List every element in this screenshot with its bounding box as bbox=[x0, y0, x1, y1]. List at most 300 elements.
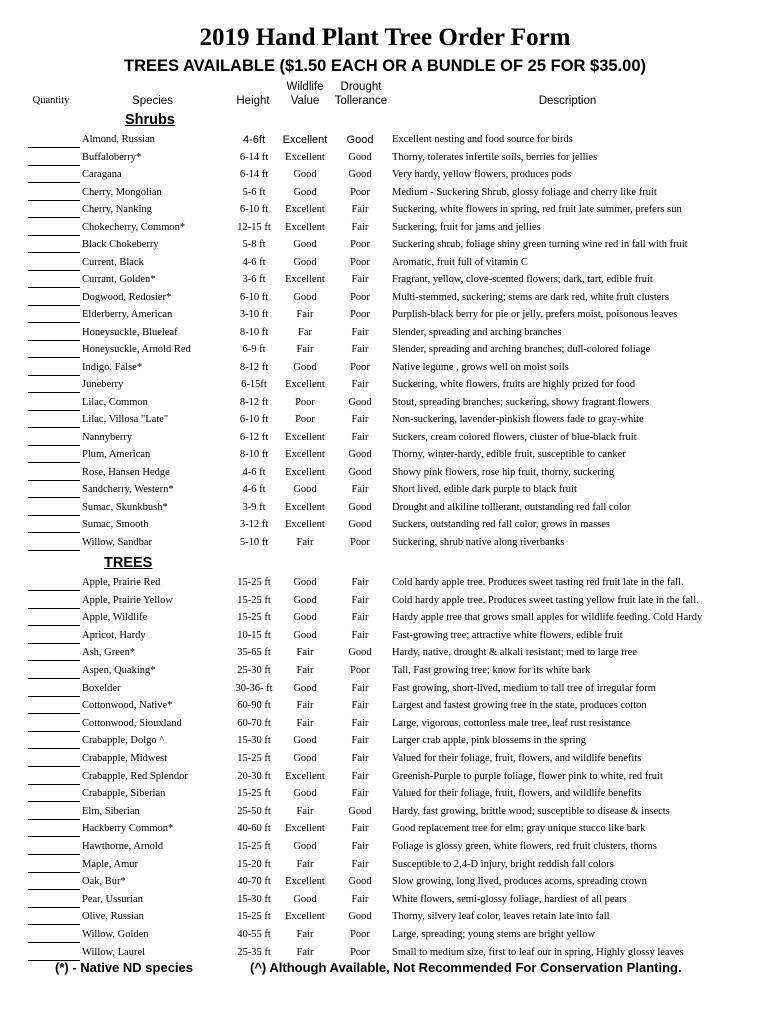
wildlife-value-cell: Excellent bbox=[285, 519, 325, 530]
native-species-note: (*) - Native ND species bbox=[55, 960, 193, 975]
height-cell: 25-35 ft bbox=[237, 946, 271, 958]
height-cell: 25-30 ft bbox=[237, 665, 271, 676]
quantity-field[interactable] bbox=[28, 894, 80, 908]
table-row bbox=[0, 577, 770, 593]
table-row bbox=[0, 771, 770, 787]
species-cell: Elderberry, American bbox=[82, 309, 173, 320]
description-cell: Hardy apple tree that grows small apples for wildlife feeding. Cold Hardy bbox=[392, 612, 703, 624]
height-cell: 40-70 ft bbox=[237, 876, 271, 888]
table-row bbox=[0, 414, 770, 430]
quantity-field[interactable] bbox=[28, 947, 80, 961]
quantity-field[interactable] bbox=[28, 432, 80, 446]
description-cell: Thorny, winter-hardy, edible fruit, susceptible to canker bbox=[392, 449, 626, 460]
table-row bbox=[0, 806, 770, 822]
quantity-field[interactable] bbox=[28, 152, 80, 166]
wildlife-value-cell: Fair bbox=[296, 665, 314, 676]
quantity-field[interactable] bbox=[28, 630, 80, 644]
height-cell: 3-9 ft bbox=[242, 501, 266, 513]
description-cell: Fragrant, yellow, clove-scented flowers; dark, tart, edible fruit bbox=[392, 274, 653, 285]
drought-tolerance-cell: Fair bbox=[351, 735, 369, 747]
wildlife-value-cell: Fair bbox=[296, 929, 314, 940]
height-cell: 35-65 ft bbox=[237, 647, 271, 659]
quantity-field[interactable] bbox=[28, 911, 80, 925]
species-cell: Plum, American bbox=[82, 449, 151, 460]
species-cell: Black Chokeberry bbox=[82, 239, 159, 250]
description-cell: Slender, spreading and arching branches; dull-colored foliage bbox=[392, 344, 651, 355]
wildlife-value-cell: Excellent bbox=[282, 134, 328, 146]
description-cell: Fast-growing tree; attractive white flowers, edible fruit bbox=[392, 629, 623, 641]
quantity-field[interactable] bbox=[28, 222, 80, 236]
species-cell: Crabapple, Red Splendor bbox=[82, 770, 188, 782]
drought-tolerance-cell: Fair bbox=[351, 344, 369, 355]
wildlife-value-cell: Fair bbox=[296, 858, 314, 870]
description-cell: Cold hardy apple tree. Produces sweet tasting red fruit late in the fall. bbox=[392, 577, 684, 588]
quantity-field[interactable] bbox=[28, 379, 80, 393]
drought-tolerance-cell: Fair bbox=[351, 717, 369, 729]
drought-tolerance-cell: Fair bbox=[351, 414, 369, 425]
height-cell: 40-55 ft bbox=[237, 929, 271, 940]
description-cell: Non-suckering, lavender-pinkish flowers fade to gray-white bbox=[392, 414, 644, 425]
wildlife-header bbox=[276, 80, 334, 108]
description-cell: Suckering, shrub native along riverbanks bbox=[392, 536, 565, 548]
height-cell: 30-36- ft bbox=[235, 682, 273, 694]
drought-tolerance-cell: Good bbox=[348, 805, 372, 817]
description-cell: Slender, spreading and arching branches bbox=[392, 326, 562, 338]
table-row bbox=[0, 841, 770, 857]
quantity-field[interactable] bbox=[28, 257, 80, 271]
drought-tolerance-cell: Fair bbox=[351, 841, 369, 852]
height-cell: 5-6 ft bbox=[242, 186, 266, 198]
quantity-field[interactable] bbox=[28, 700, 80, 714]
height-cell: 20-30 ft bbox=[237, 770, 271, 782]
height-cell: 4-6ft bbox=[242, 134, 265, 146]
height-cell: 6-14 ft bbox=[239, 169, 269, 180]
description-header: Description bbox=[538, 95, 597, 107]
description-cell: Cold hardy apple tree. Produces sweet tasting yellow fruit late in the fall. bbox=[392, 594, 699, 606]
description-cell: Excellent nesting and food source for birds bbox=[392, 134, 573, 145]
wildlife-value-cell: Good bbox=[293, 361, 317, 373]
wildlife-value-cell: Excellent bbox=[285, 449, 325, 460]
quantity-field[interactable] bbox=[28, 414, 80, 428]
table-row bbox=[0, 537, 770, 553]
quantity-field[interactable] bbox=[28, 647, 80, 661]
quantity-field[interactable] bbox=[28, 309, 80, 323]
species-cell: Elm, Siberian bbox=[82, 805, 140, 817]
drought-tolerance-cell: Poor bbox=[350, 361, 370, 373]
wildlife-value-cell: Good bbox=[293, 594, 317, 606]
table-row bbox=[0, 397, 770, 413]
description-cell: Foliage is glossy green, white flowers, red fruit clusters, thorns bbox=[392, 841, 657, 852]
conservation-caution-note: (^) Although Available, Not Recommended For Conservation Planting. bbox=[250, 960, 682, 975]
quantity-field[interactable] bbox=[28, 612, 80, 626]
species-cell: Apple, Wildlife bbox=[82, 612, 148, 624]
wildlife-value-cell: Good bbox=[293, 577, 317, 588]
quantity-field[interactable] bbox=[28, 537, 80, 551]
height-cell: 60-70 ft bbox=[237, 717, 271, 729]
height-cell: 15-20 ft bbox=[237, 858, 271, 870]
wildlife-value-cell: Good bbox=[293, 893, 317, 905]
height-cell: 5-8 ft bbox=[242, 239, 266, 250]
height-cell: 8-10 ft bbox=[239, 449, 269, 460]
table-row bbox=[0, 257, 770, 273]
drought-tolerance-cell: Fair bbox=[351, 612, 369, 624]
table-row bbox=[0, 467, 770, 483]
quantity-field[interactable] bbox=[28, 876, 80, 890]
quantity-field[interactable] bbox=[28, 595, 80, 609]
species-cell: Willow, Sandbar bbox=[82, 536, 153, 548]
height-cell: 15-30 ft bbox=[237, 893, 271, 905]
species-cell: Lilac, Common bbox=[82, 396, 148, 408]
drought-tolerance-cell: Good bbox=[346, 134, 374, 146]
wildlife-value-cell: Excellent bbox=[285, 466, 325, 478]
drought-tolerance-cell: Fair bbox=[351, 629, 369, 641]
species-cell: Honeysuckle, Arnold Red bbox=[82, 344, 191, 355]
description-cell: Larger crab apple, pink blossems in the spring bbox=[392, 735, 587, 747]
quantity-field[interactable] bbox=[28, 502, 80, 516]
species-header: Species bbox=[132, 95, 173, 107]
description-cell: Native legume , grows well on moist soils bbox=[392, 361, 569, 373]
species-cell: Ash, Green* bbox=[82, 647, 136, 659]
description-cell: Tall, Fast growing tree; know for its white bark bbox=[392, 665, 591, 676]
description-cell: Suckers, cream colored flowers, cluster of blue-black fruit bbox=[392, 431, 637, 443]
height-cell: 15-25 ft bbox=[237, 594, 271, 606]
species-cell: Willow, Laurel bbox=[82, 946, 146, 958]
drought-tolerance-cell: Fair bbox=[351, 893, 369, 905]
quantity-field[interactable] bbox=[28, 134, 80, 148]
height-cell: 6-10 ft bbox=[239, 414, 269, 425]
description-cell: Suckering shrub, foliage shiny green turning wine red in fall with fruit bbox=[392, 239, 688, 250]
wildlife-header-line2: Value bbox=[290, 95, 320, 107]
wildlife-value-cell: Fair bbox=[296, 946, 314, 958]
species-cell: Hawthorne, Arnold bbox=[82, 841, 164, 852]
quantity-field[interactable] bbox=[28, 823, 80, 837]
description-cell: Multi-stemmed, suckering; stems are dark red, white fruit clusters bbox=[392, 291, 670, 303]
wildlife-value-cell: Fair bbox=[296, 536, 314, 548]
table-row bbox=[0, 929, 770, 945]
wildlife-value-cell: Good bbox=[293, 484, 317, 495]
species-cell: Apple, Prairie Red bbox=[82, 577, 161, 588]
wildlife-value-cell: Excellent bbox=[285, 221, 325, 233]
wildlife-value-cell: Good bbox=[293, 629, 317, 641]
description-cell: Valued for their foliage, fruit, flowers, and wildlife benefits bbox=[392, 788, 642, 800]
table-row bbox=[0, 911, 770, 927]
quantity-field[interactable] bbox=[28, 841, 80, 855]
quantity-field[interactable] bbox=[28, 327, 80, 341]
quantity-field[interactable] bbox=[28, 753, 80, 767]
description-cell: Thorny, tolerates infertile soils, berries for jellies bbox=[392, 151, 598, 163]
species-cell: Dogwood, Redosier* bbox=[82, 291, 172, 303]
quantity-field[interactable] bbox=[28, 169, 80, 183]
description-cell: Thorny, silvery leaf color, leaves retain late into fall bbox=[392, 911, 610, 923]
drought-tolerance-cell: Good bbox=[348, 519, 372, 530]
height-cell: 60-90 ft bbox=[237, 700, 271, 712]
quantity-field[interactable] bbox=[28, 788, 80, 802]
table-row bbox=[0, 753, 770, 769]
quantity-field[interactable] bbox=[28, 292, 80, 306]
quantity-field[interactable] bbox=[28, 519, 80, 533]
quantity-field[interactable] bbox=[28, 362, 80, 376]
table-row bbox=[0, 647, 770, 663]
species-cell: Almond, Russian bbox=[82, 134, 155, 145]
drought-tolerance-cell: Good bbox=[348, 151, 372, 163]
species-cell: Rose, Hansen Hedge bbox=[82, 466, 170, 478]
drought-header-line2: Tollerance bbox=[334, 95, 388, 107]
table-row bbox=[0, 519, 770, 535]
page-subtitle: TREES AVAILABLE ($1.50 EACH OR A BUNDLE OF 25 FOR $35.00) bbox=[124, 57, 646, 75]
drought-tolerance-cell: Fair bbox=[351, 682, 369, 694]
table-row bbox=[0, 327, 770, 343]
drought-tolerance-cell: Good bbox=[348, 169, 372, 180]
height-cell: 6-10 ft bbox=[239, 204, 269, 215]
species-cell: Cottonwood, Siouxland bbox=[82, 717, 182, 729]
wildlife-value-cell: Good bbox=[293, 682, 317, 694]
shrubs-heading: Shrubs bbox=[125, 112, 175, 128]
species-cell: Pear, Ussurian bbox=[82, 893, 143, 905]
description-cell: White flowers, semi-glossy foliage, hardiest of all pears bbox=[392, 893, 627, 905]
wildlife-value-cell: Fair bbox=[296, 647, 314, 659]
drought-tolerance-cell: Fair bbox=[351, 326, 369, 338]
table-row bbox=[0, 683, 770, 699]
height-cell: 4-6 ft bbox=[242, 466, 266, 478]
quantity-field[interactable] bbox=[28, 806, 80, 820]
description-cell: Purplish-black berry for pie or jelly, prefers moist, poisonous leaves bbox=[392, 309, 678, 320]
drought-tolerance-cell: Poor bbox=[350, 186, 370, 198]
height-cell: 8-10 ft bbox=[239, 326, 269, 338]
height-cell: 15-25 ft bbox=[237, 753, 271, 764]
species-cell: Indigo, False* bbox=[82, 361, 143, 373]
height-cell: 5-10 ft bbox=[239, 536, 269, 548]
drought-tolerance-cell: Fair bbox=[351, 823, 369, 835]
height-cell: 12-15 ft bbox=[237, 221, 271, 233]
height-cell: 3-6 ft bbox=[242, 274, 266, 285]
table-row bbox=[0, 876, 770, 892]
quantity-field[interactable] bbox=[28, 344, 80, 358]
drought-header bbox=[330, 80, 392, 108]
table-row bbox=[0, 134, 770, 150]
quantity-field[interactable] bbox=[28, 771, 80, 785]
wildlife-value-cell: Excellent bbox=[285, 379, 325, 390]
wildlife-header-line1: Wildlife bbox=[286, 81, 324, 93]
height-cell: 6-15ft bbox=[241, 379, 267, 390]
drought-tolerance-cell: Good bbox=[348, 396, 372, 408]
species-cell: Willow, Golden bbox=[82, 929, 149, 940]
height-cell: 4-6 ft bbox=[242, 256, 266, 268]
height-cell: 15-25 ft bbox=[237, 577, 271, 588]
wildlife-value-cell: Excellent bbox=[285, 431, 325, 443]
description-cell: Short lived, edible dark purple to black fruit bbox=[392, 484, 577, 495]
description-cell: Susceptible to 2,4-D injury, bright reddish fall colors bbox=[392, 858, 614, 870]
description-cell: Fast growing, short-lived, medium to tall tree of irregular form bbox=[392, 682, 656, 694]
table-row bbox=[0, 274, 770, 290]
quantity-field[interactable] bbox=[28, 204, 80, 218]
wildlife-value-cell: Good bbox=[293, 735, 317, 747]
table-row bbox=[0, 432, 770, 448]
quantity-field[interactable] bbox=[28, 577, 80, 591]
drought-tolerance-cell: Fair bbox=[351, 788, 369, 800]
description-cell: Suckering, fruit for jams and jellies bbox=[392, 221, 541, 233]
quantity-field[interactable] bbox=[28, 187, 80, 201]
quantity-field[interactable] bbox=[28, 859, 80, 873]
wildlife-value-cell: Excellent bbox=[285, 274, 325, 285]
species-cell: Oak, Bur* bbox=[82, 876, 126, 888]
species-cell: Crabapple, Midwest bbox=[82, 753, 168, 764]
table-row bbox=[0, 344, 770, 360]
wildlife-value-cell: Good bbox=[293, 239, 317, 250]
drought-tolerance-cell: Fair bbox=[351, 700, 369, 712]
wildlife-value-cell: Fair bbox=[296, 309, 314, 320]
table-row bbox=[0, 612, 770, 628]
drought-tolerance-cell: Fair bbox=[351, 274, 369, 285]
drought-tolerance-cell: Fair bbox=[351, 484, 369, 495]
species-cell: Sandcherry, Western* bbox=[82, 484, 174, 495]
wildlife-value-cell: Poor bbox=[295, 414, 315, 425]
drought-header-line1: Drought bbox=[340, 81, 382, 93]
wildlife-value-cell: Fair bbox=[296, 344, 314, 355]
quantity-field[interactable] bbox=[28, 735, 80, 749]
height-cell: 6-14 ft bbox=[239, 151, 269, 163]
table-row bbox=[0, 484, 770, 500]
wildlife-value-cell: Good bbox=[293, 612, 317, 624]
quantity-header: Quantity bbox=[32, 95, 70, 106]
drought-tolerance-cell: Poor bbox=[350, 256, 370, 268]
description-cell: Large, vigorous, cottonless male tree, leaf rust resistance bbox=[392, 717, 631, 729]
table-row bbox=[0, 222, 770, 238]
species-cell: Buffaloberry* bbox=[82, 151, 142, 163]
wildlife-value-cell: Excellent bbox=[285, 770, 325, 782]
table-row bbox=[0, 788, 770, 804]
description-cell: Slow growing, long lived, produces acorns, spreading crown bbox=[392, 876, 647, 888]
drought-tolerance-cell: Poor bbox=[350, 536, 370, 548]
table-row bbox=[0, 152, 770, 168]
drought-tolerance-cell: Fair bbox=[351, 753, 369, 764]
drought-tolerance-cell: Good bbox=[348, 466, 372, 478]
height-cell: 15-25 ft bbox=[237, 841, 271, 852]
description-cell: Hardy, fast growing, brittle wood; susceptible to disease & insects bbox=[392, 805, 670, 817]
drought-tolerance-cell: Good bbox=[348, 449, 372, 460]
description-cell: Valued for their foliage, fruit, flowers, and wildlife benefits bbox=[392, 753, 642, 764]
species-cell: Olive, Russian bbox=[82, 911, 144, 923]
species-cell: Maple, Amur bbox=[82, 858, 138, 870]
description-cell: Suckering, white flowers, fruits are highly prized for food bbox=[392, 379, 636, 390]
table-row bbox=[0, 735, 770, 751]
species-cell: Sumac, Skunkbush* bbox=[82, 501, 168, 513]
wildlife-value-cell: Excellent bbox=[285, 823, 325, 835]
species-cell: Nannyberry bbox=[82, 431, 133, 443]
wildlife-value-cell: Good bbox=[293, 291, 317, 303]
drought-tolerance-cell: Fair bbox=[351, 594, 369, 606]
wildlife-value-cell: Excellent bbox=[285, 151, 325, 163]
description-cell: Small to medium size, first to leaf our in spring, Highly glossy leaves bbox=[392, 946, 684, 958]
species-cell: Apricot, Hardy bbox=[82, 629, 146, 641]
description-cell: Largest and fastest growing tree in the state, produces cotton bbox=[392, 700, 647, 712]
drought-tolerance-cell: Poor bbox=[350, 665, 370, 676]
description-cell: Drought and alkiline tolllerant, outstanding red fall color bbox=[392, 501, 631, 513]
drought-tolerance-cell: Fair bbox=[351, 204, 369, 215]
description-cell: Aromatic, fruit full of vitamin C bbox=[392, 256, 528, 268]
wildlife-value-cell: Excellent bbox=[285, 204, 325, 215]
wildlife-value-cell: Fair bbox=[296, 700, 314, 712]
wildlife-value-cell: Fair bbox=[296, 805, 314, 817]
species-cell: Caragana bbox=[82, 169, 122, 180]
table-row bbox=[0, 204, 770, 220]
species-cell: Juneberry bbox=[82, 379, 124, 390]
quantity-field[interactable] bbox=[28, 274, 80, 288]
drought-tolerance-cell: Good bbox=[348, 911, 372, 923]
wildlife-value-cell: Poor bbox=[295, 396, 315, 408]
quantity-field[interactable] bbox=[28, 397, 80, 411]
description-cell: Good replacement tree for elm; gray unique stucco like bark bbox=[392, 823, 646, 835]
wildlife-value-cell: Good bbox=[293, 788, 317, 800]
table-row bbox=[0, 187, 770, 203]
species-cell: Cherry, Nanking bbox=[82, 204, 152, 215]
species-cell: Honeysuckle, Blueleaf bbox=[82, 326, 178, 338]
description-cell: Large, spreading; young stems are bright yellow bbox=[392, 929, 596, 940]
height-cell: 8-12 ft bbox=[239, 396, 269, 408]
quantity-field[interactable] bbox=[28, 484, 80, 498]
drought-tolerance-cell: Good bbox=[348, 876, 372, 888]
table-row bbox=[0, 630, 770, 646]
wildlife-value-cell: Excellent bbox=[285, 911, 325, 923]
description-cell: Very hardy, yellow flowers, produces pods bbox=[392, 169, 572, 180]
quantity-field[interactable] bbox=[28, 449, 80, 463]
description-cell: Hardy, native, drought & alkali resistant; med to large tree bbox=[392, 647, 637, 659]
wildlife-value-cell: Far bbox=[298, 326, 312, 338]
quantity-field[interactable] bbox=[28, 718, 80, 732]
drought-tolerance-cell: Fair bbox=[351, 221, 369, 233]
drought-tolerance-cell: Poor bbox=[350, 946, 370, 958]
species-cell: Lilac, Villosa "Late" bbox=[82, 414, 169, 425]
table-row bbox=[0, 894, 770, 910]
table-row bbox=[0, 700, 770, 716]
drought-tolerance-cell: Fair bbox=[351, 431, 369, 443]
description-cell: Suckering, white flowers in spring, red fruit late summer, prefers sun bbox=[392, 204, 682, 215]
quantity-field[interactable] bbox=[28, 683, 80, 697]
height-header: Height bbox=[236, 95, 270, 107]
quantity-field[interactable] bbox=[28, 665, 80, 679]
quantity-field[interactable] bbox=[28, 929, 80, 943]
species-cell: Cottonwood, Native* bbox=[82, 700, 173, 712]
height-cell: 3-10 ft bbox=[239, 309, 269, 320]
height-cell: 40-60 ft bbox=[237, 823, 271, 835]
table-row bbox=[0, 595, 770, 611]
height-cell: 10-15 ft bbox=[237, 629, 271, 641]
drought-tolerance-cell: Fair bbox=[351, 379, 369, 390]
quantity-field[interactable] bbox=[28, 239, 80, 253]
table-row bbox=[0, 169, 770, 185]
height-cell: 15-25 ft bbox=[237, 788, 271, 800]
drought-tolerance-cell: Poor bbox=[350, 291, 370, 303]
species-cell: Currant, Golden* bbox=[82, 274, 156, 285]
table-row bbox=[0, 859, 770, 875]
height-cell: 3-12 ft bbox=[239, 519, 269, 530]
table-row bbox=[0, 449, 770, 465]
species-cell: Crabapple, Siberian bbox=[82, 788, 166, 800]
drought-tolerance-cell: Good bbox=[348, 647, 372, 659]
height-cell: 4-6 ft bbox=[242, 484, 266, 495]
table-row bbox=[0, 823, 770, 839]
height-cell: 15-30 ft bbox=[237, 735, 271, 747]
height-cell: 6-10 ft bbox=[239, 291, 269, 303]
wildlife-value-cell: Good bbox=[293, 169, 317, 180]
table-row bbox=[0, 718, 770, 734]
wildlife-value-cell: Excellent bbox=[285, 876, 325, 888]
table-row bbox=[0, 379, 770, 395]
wildlife-value-cell: Good bbox=[293, 841, 317, 852]
species-cell: Boxelder bbox=[82, 682, 121, 694]
species-cell: Hackberry Common* bbox=[82, 823, 174, 835]
trees-heading: TREES bbox=[104, 555, 153, 571]
quantity-field[interactable] bbox=[28, 467, 80, 481]
